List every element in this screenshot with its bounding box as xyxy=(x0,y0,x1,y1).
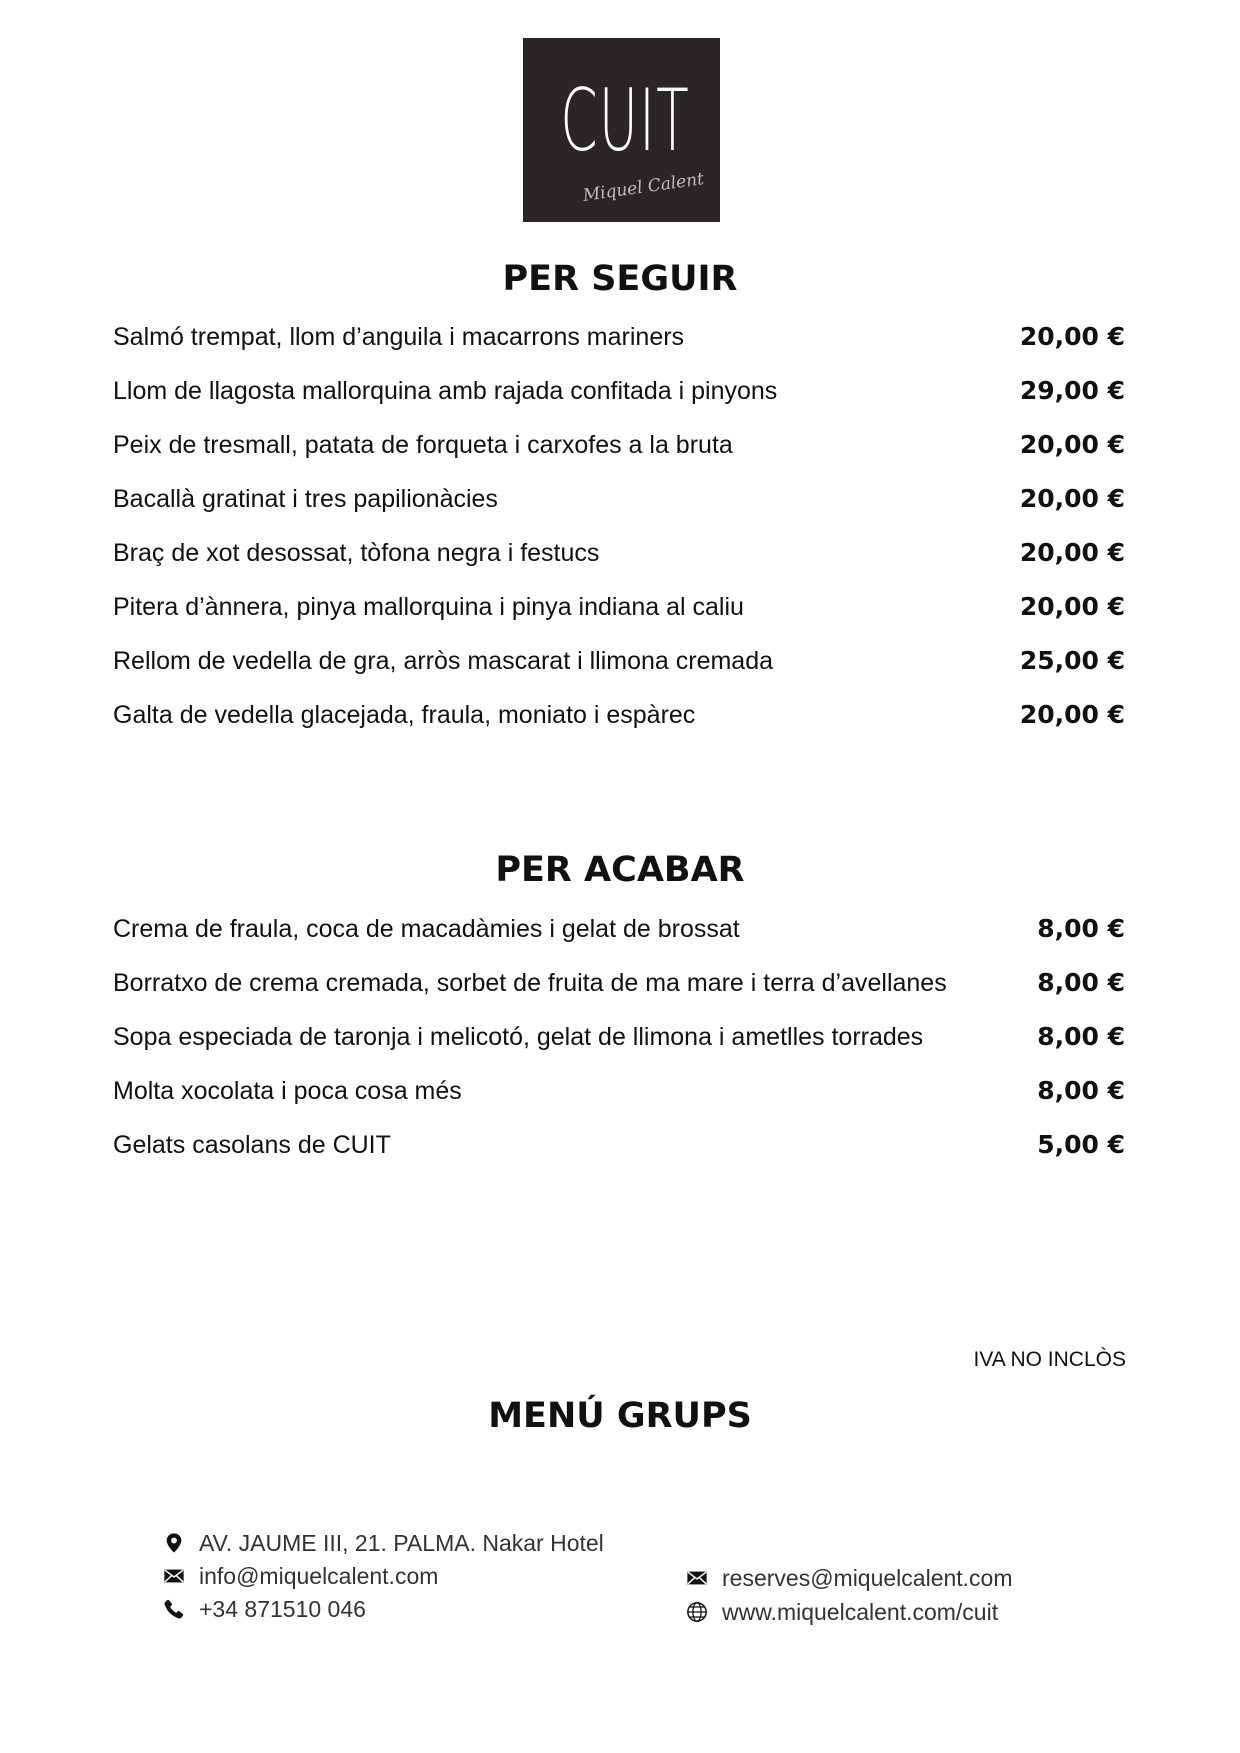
group-menu-link[interactable]: MENÚ GRUPS xyxy=(488,1396,752,1436)
section-title-desserts: PER ACABAR xyxy=(495,850,745,890)
menu-item xyxy=(113,646,1125,700)
menu-item-name: Salmó trempat, llom d’anguila i macarrons mariners xyxy=(113,323,685,351)
menu-item-price: 20,00 € xyxy=(1019,592,1125,621)
section-title-main: PER SEGUIR xyxy=(502,259,738,299)
menu-item xyxy=(113,700,1125,754)
contact-address-text: AV. JAUME III, 21. PALMA. Nakar Hotel xyxy=(199,1530,604,1556)
vat-note: IVA NO INCLÒS xyxy=(973,1348,1126,1371)
logo-signature: Miquel Calent xyxy=(581,169,706,206)
menu-item-name: Crema de fraula, coca de macadàmies i gelat de brossat xyxy=(113,915,740,943)
menu-item-price: 8,00 € xyxy=(1037,968,1125,997)
menu-item xyxy=(113,538,1125,592)
menu-item-price: 29,00 € xyxy=(1019,376,1125,405)
menu-item xyxy=(113,430,1125,484)
menu-item-price: 8,00 € xyxy=(1037,1076,1125,1105)
menu-item-price: 8,00 € xyxy=(1037,1022,1125,1051)
contact-website[interactable] xyxy=(686,1597,998,1627)
menu-item-name: Rellom de vedella de gra, arròs mascarat i llimona cremada xyxy=(113,647,774,675)
menu-item-price: 8,00 € xyxy=(1037,914,1125,943)
menu-item-name: Braç de xot desossat, tòfona negra i festucs xyxy=(113,539,600,567)
menu-item xyxy=(113,1076,1125,1130)
contact-reservations-email[interactable] xyxy=(686,1563,1013,1593)
contact-phone-text[interactable]: +34 871510 046 xyxy=(199,1596,366,1622)
menu-item xyxy=(113,376,1125,430)
menu-item-price: 5,00 € xyxy=(1037,1130,1125,1159)
menu-item-name: Peix de tresmall, patata de forqueta i carxofes a la bruta xyxy=(113,431,733,459)
globe-icon xyxy=(686,1601,708,1623)
menu-item-name: Borratxo de crema cremada, sorbet de fruita de ma mare i terra d’avellanes xyxy=(113,969,947,997)
contact-phone[interactable] xyxy=(163,1594,366,1624)
menu-item xyxy=(113,968,1125,1022)
menu-item-name: Pitera d’ànnera, pinya mallorquina i pinya indiana al caliu xyxy=(113,593,744,621)
contact-address xyxy=(163,1528,604,1558)
menu-item xyxy=(113,1130,1125,1184)
contact-reservations-email-text[interactable]: reserves@miquelcalent.com xyxy=(722,1565,1013,1591)
location-pin-icon xyxy=(163,1532,185,1554)
logo-name: CUIT xyxy=(560,71,690,171)
restaurant-logo xyxy=(523,38,720,222)
main-course-list xyxy=(113,322,1125,754)
contact-website-text[interactable]: www.miquelcalent.com/cuit xyxy=(722,1599,999,1625)
menu-item xyxy=(113,914,1125,968)
menu-item-name: Gelats casolans de CUIT xyxy=(113,1131,391,1159)
menu-item-price: 20,00 € xyxy=(1019,430,1125,459)
contact-info-email-text[interactable]: info@miquelcalent.com xyxy=(199,1563,439,1589)
menu-item-price: 20,00 € xyxy=(1019,700,1125,729)
contact-info-email[interactable] xyxy=(163,1561,438,1591)
menu-item xyxy=(113,592,1125,646)
menu-item-name: Galta de vedella glacejada, fraula, moniato i espàrec xyxy=(113,701,696,729)
menu-item xyxy=(113,1022,1125,1076)
menu-item-name: Llom de llagosta mallorquina amb rajada confitada i pinyons xyxy=(113,377,778,405)
menu-item-price: 20,00 € xyxy=(1019,322,1125,351)
menu-item xyxy=(113,322,1125,376)
phone-icon xyxy=(163,1598,185,1620)
envelope-icon xyxy=(163,1565,185,1587)
envelope-icon xyxy=(686,1567,708,1589)
menu-item-name: Molta xocolata i poca cosa més xyxy=(113,1077,462,1105)
dessert-list xyxy=(113,914,1125,1184)
menu-item-name: Bacallà gratinat i tres papilionàcies xyxy=(113,485,498,513)
menu-item-name: Sopa especiada de taronja i melicotó, gelat de llimona i ametlles torrades xyxy=(113,1023,924,1051)
menu-item-price: 20,00 € xyxy=(1019,538,1125,567)
menu-item xyxy=(113,484,1125,538)
menu-item-price: 20,00 € xyxy=(1019,484,1125,513)
menu-item-price: 25,00 € xyxy=(1019,646,1125,675)
